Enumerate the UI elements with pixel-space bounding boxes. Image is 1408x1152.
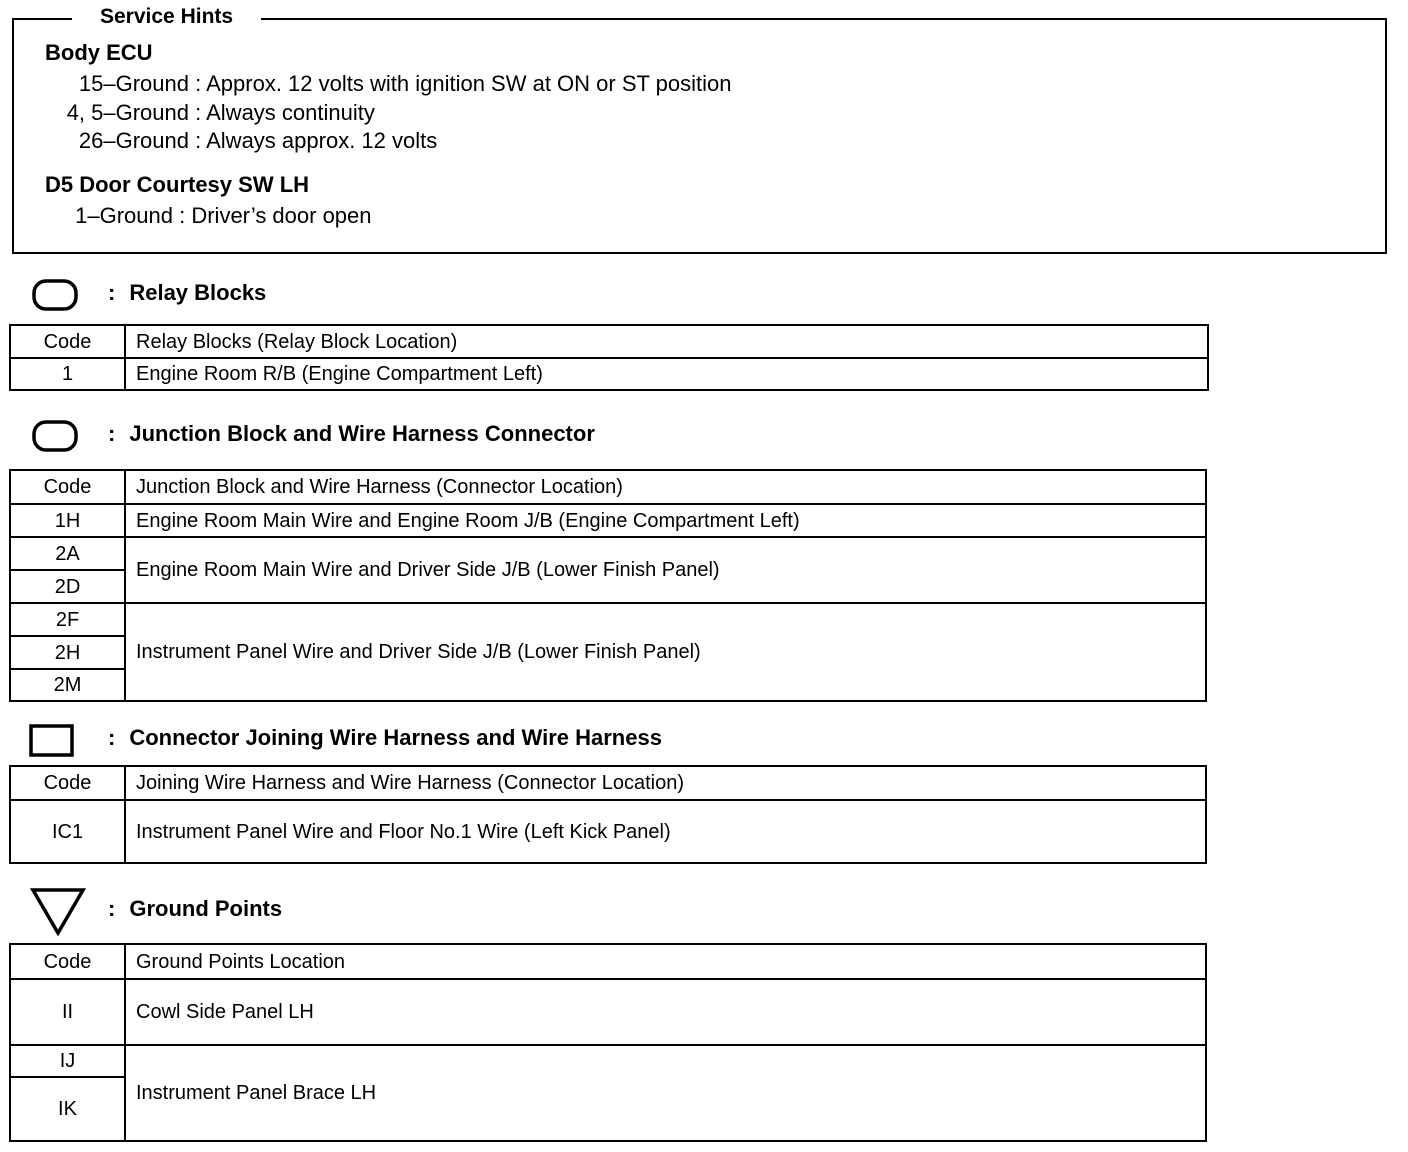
rounded-rectangle-icon [32,279,78,311]
header-code: Code [10,944,125,979]
code-cell: 2F [10,603,125,636]
junction-block-table [9,469,1207,702]
code-cell: IJ [10,1045,125,1077]
desc-cell: Instrument Panel Wire and Driver Side J/B (Lower Finish Panel) [125,603,1206,701]
table-header-row [10,325,1208,358]
table-row [10,537,1206,570]
desc-cell: Instrument Panel Brace LH [125,1045,1206,1141]
hint-line: 1–Ground : Driver’s door open [45,203,372,229]
table-row [10,603,1206,636]
hint-desc: Always continuity [206,100,375,125]
code-cell: IK [10,1077,125,1141]
rounded-rectangle-icon [32,420,78,452]
hint-line: 4, 5–Ground : Always continuity [45,100,375,126]
hint-pin: 1–Ground [75,203,173,228]
header-desc: Junction Block and Wire Harness (Connector Location) [125,470,1206,504]
door-sw-heading: D5 Door Courtesy SW LH [45,172,310,197]
desc-cell: Engine Room R/B (Engine Compartment Left) [125,358,1208,390]
ground-triangle-icon [30,887,86,937]
ground-points-table [9,943,1207,1142]
code-cell: IC1 [10,800,125,863]
desc-cell: Engine Room Main Wire and Engine Room J/B (Engine Compartment Left) [125,504,1206,537]
header-code: Code [10,325,125,358]
header-code: Code [10,470,125,504]
body-ecu-heading: Body ECU [45,40,153,65]
table-row [10,1045,1206,1077]
relay-blocks-title: : Relay Blocks [108,280,267,305]
header-code: Code [10,766,125,800]
hint-desc: Always approx. 12 volts [206,128,438,153]
hint-line: 15–Ground : Approx. 12 volts with ignition SW at ON or ST position [45,71,732,97]
connector-joining-title: : Connector Joining Wire Harness and Wire Harness [108,725,662,750]
code-cell: 2M [10,669,125,701]
header-desc: Relay Blocks (Relay Block Location) [125,325,1208,358]
code-cell: 2D [10,570,125,603]
hint-desc: Approx. 12 volts with ignition SW at ON or ST position [206,71,732,96]
table-row [10,979,1206,1045]
connector-joining-table [9,765,1207,864]
hint-desc: Driver’s door open [191,203,372,228]
table-row [10,800,1206,863]
header-desc: Ground Points Location [125,944,1206,979]
junction-block-title: : Junction Block and Wire Harness Connector [108,421,595,446]
code-cell: 2A [10,537,125,570]
table-row [10,504,1206,537]
hint-pin: 26–Ground [78,128,189,153]
hint-line: 26–Ground : Always approx. 12 volts [45,128,437,154]
hint-pin: 15–Ground [78,71,189,96]
code-cell: 2H [10,636,125,669]
rectangle-icon [29,724,75,758]
code-cell: II [10,979,125,1045]
code-cell: 1H [10,504,125,537]
header-desc: Joining Wire Harness and Wire Harness (Connector Location) [125,766,1206,800]
table-row [10,358,1208,390]
relay-blocks-table [9,324,1209,391]
table-header-row [10,766,1206,800]
desc-cell: Cowl Side Panel LH [125,979,1206,1045]
table-header-row [10,944,1206,979]
hint-pin: 4, 5–Ground [66,100,189,125]
desc-cell: Engine Room Main Wire and Driver Side J/B (Lower Finish Panel) [125,537,1206,603]
table-header-row [10,470,1206,504]
desc-cell: Instrument Panel Wire and Floor No.1 Wire (Left Kick Panel) [125,800,1206,863]
code-cell: 1 [10,358,125,390]
service-hints-title: Service Hints [72,5,261,29]
ground-points-title: : Ground Points [108,896,283,921]
